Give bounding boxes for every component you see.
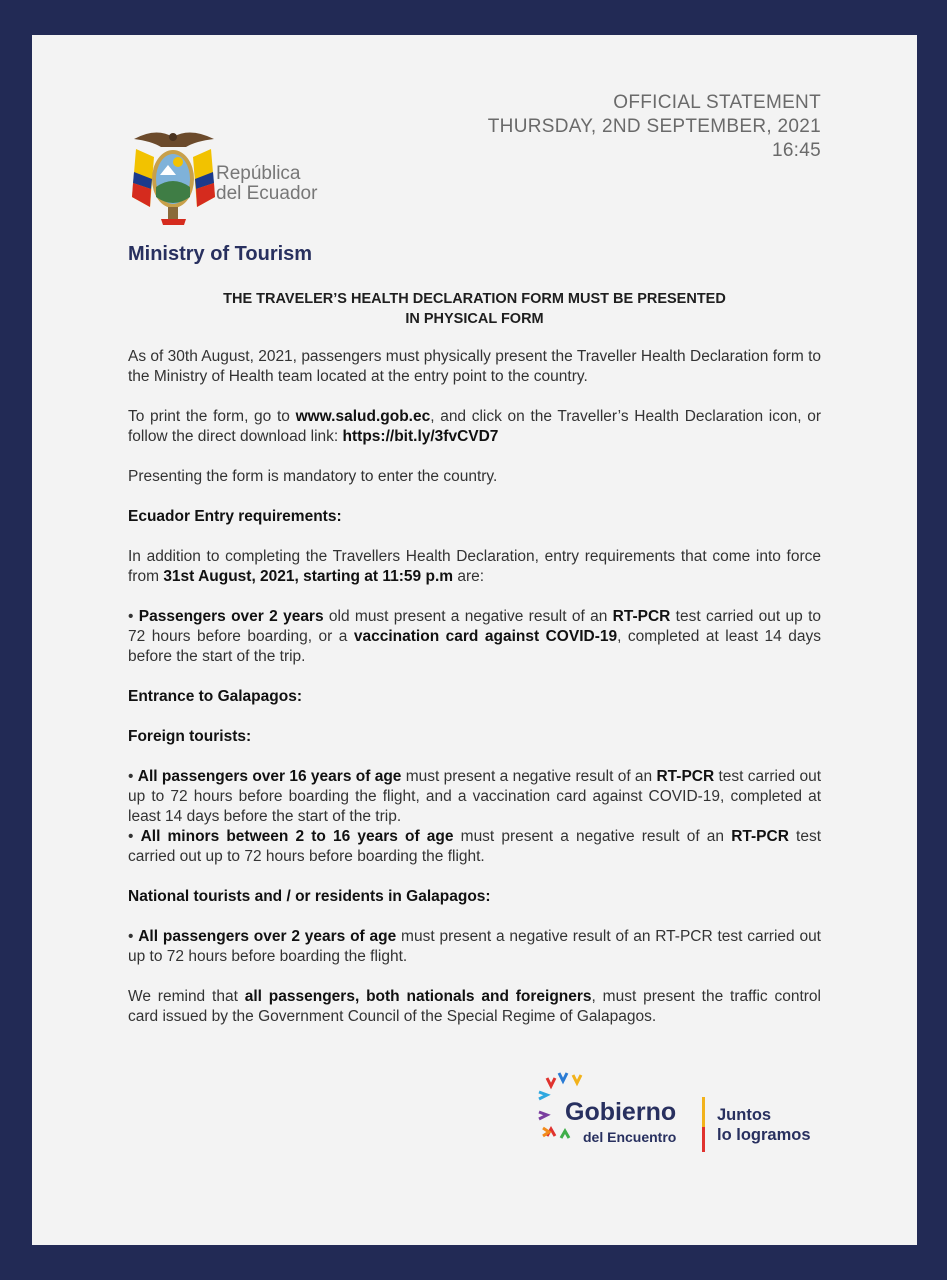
bold-fragment: RT-PCR bbox=[656, 768, 715, 785]
bold-fragment: All minors between 2 to 16 years of age bbox=[140, 828, 454, 845]
text-fragment: , must present the traffic control card issued by the Government Council of the Special Regime of Galapagos. bbox=[128, 988, 821, 1025]
heading-national-tourists: National tourists and / or residents in Galapagos: bbox=[128, 888, 491, 905]
bold-fragment: Passengers over 2 years bbox=[138, 608, 324, 625]
stamp-date: THURSDAY, 2ND SEPTEMBER, 2021 bbox=[487, 116, 821, 137]
headline-line-1: THE TRAVELER’S HEALTH DECLARATION FORM MUST BE PRESENTED bbox=[223, 291, 726, 307]
official-statement-stamp bbox=[488, 91, 821, 163]
text-fragment: must present a negative result of an bbox=[401, 768, 657, 785]
paragraph-reminder bbox=[128, 987, 821, 1027]
republic-wordmark bbox=[216, 164, 317, 204]
bullet-national-over-2 bbox=[128, 927, 821, 967]
bold-fragment: RT-PCR bbox=[612, 608, 671, 625]
heading-foreign-tourists: Foreign tourists: bbox=[128, 728, 252, 745]
download-link[interactable]: https://bit.ly/3fvCVD7 bbox=[342, 428, 499, 445]
text-fragment: , completed at least 14 days before the start of the trip. bbox=[128, 628, 821, 665]
republic-line-1: República bbox=[216, 163, 301, 184]
paragraph-physical-form: As of 30th August, 2021, passengers must physically present the Traveller Health Declaration form to the Ministry of Health team located at the entry point to the country. bbox=[128, 348, 821, 385]
bullet-mark: • bbox=[128, 768, 138, 785]
document-page bbox=[32, 35, 917, 1245]
entry-date: 31st August, 2021, starting at 11:59 p.m bbox=[163, 568, 454, 585]
gobierno-logo bbox=[535, 1070, 825, 1155]
bullet-passengers-over-2 bbox=[128, 607, 821, 667]
bullet-minors bbox=[128, 828, 821, 865]
heading-galapagos: Entrance to Galapagos: bbox=[128, 688, 302, 705]
bullet-mark: • bbox=[128, 928, 139, 945]
text-fragment: To print the form, go to bbox=[128, 408, 296, 425]
bold-fragment: RT-PCR bbox=[731, 828, 789, 845]
bold-fragment: vaccination card against COVID-19 bbox=[353, 628, 618, 645]
slogan-line-2: lo logramos bbox=[717, 1126, 811, 1144]
text-fragment: , and click on the Traveller’s Health Declaration icon, or follow the direct download link: bbox=[128, 408, 821, 445]
ministry-title: Ministry of Tourism bbox=[128, 243, 313, 265]
statement-body bbox=[128, 347, 821, 1047]
encuentro-word: del Encuentro bbox=[583, 1129, 677, 1145]
foreign-bullets bbox=[128, 767, 821, 867]
text-fragment: We remind that bbox=[128, 988, 245, 1005]
text-fragment: must present a negative result of an bbox=[453, 828, 732, 845]
republic-line-2: del Ecuador bbox=[216, 183, 318, 204]
statement-headline bbox=[128, 289, 821, 329]
ecuador-coat-of-arms-icon bbox=[126, 127, 221, 227]
gobierno-word: Gobierno bbox=[565, 1098, 677, 1126]
logo-divider-red bbox=[702, 1127, 705, 1152]
paragraph-print-form bbox=[128, 407, 821, 447]
bullet-mark: • bbox=[128, 608, 139, 625]
bullet-over-16 bbox=[128, 768, 821, 825]
headline-line-2: IN PHYSICAL FORM bbox=[405, 311, 544, 327]
bold-fragment: all passengers, both nationals and foreigners bbox=[244, 988, 592, 1005]
text-fragment: In addition to completing the Travellers Health Declaration, entry requirements that come into force from bbox=[128, 548, 821, 585]
text-fragment: must present a negative result of an RT-PCR test carried out up to 72 hours before boarding the flight. bbox=[128, 928, 821, 965]
heading-entry-requirements: Ecuador Entry requirements: bbox=[128, 508, 342, 525]
stamp-title: OFFICIAL STATEMENT bbox=[613, 92, 821, 113]
paragraph-mandatory: Presenting the form is mandatory to enter the country. bbox=[128, 468, 498, 485]
text-fragment: are: bbox=[453, 568, 485, 585]
bold-fragment: All passengers over 16 years of age bbox=[137, 768, 402, 785]
bold-fragment: All passengers over 2 years of age bbox=[138, 928, 397, 945]
bullet-mark: • bbox=[128, 828, 141, 845]
text-fragment: test carried out up to 72 hours before boarding the flight, and a vaccination card against COVID-19, completed at least 14 days before the start of the trip. bbox=[128, 768, 822, 825]
slogan-line-1: Juntos bbox=[717, 1106, 772, 1124]
paragraph-entry-intro bbox=[128, 547, 821, 587]
salud-link[interactable]: www.salud.gob.ec bbox=[295, 408, 431, 425]
text-fragment: old must present a negative result of an bbox=[323, 608, 613, 625]
stamp-time: 16:45 bbox=[771, 140, 821, 161]
text-fragment: test carried out up to 72 hours before boarding the flight. bbox=[128, 828, 822, 865]
juntos-slogan bbox=[717, 1105, 811, 1145]
text-fragment: test carried out up to 72 hours before boarding, or a bbox=[128, 608, 822, 645]
